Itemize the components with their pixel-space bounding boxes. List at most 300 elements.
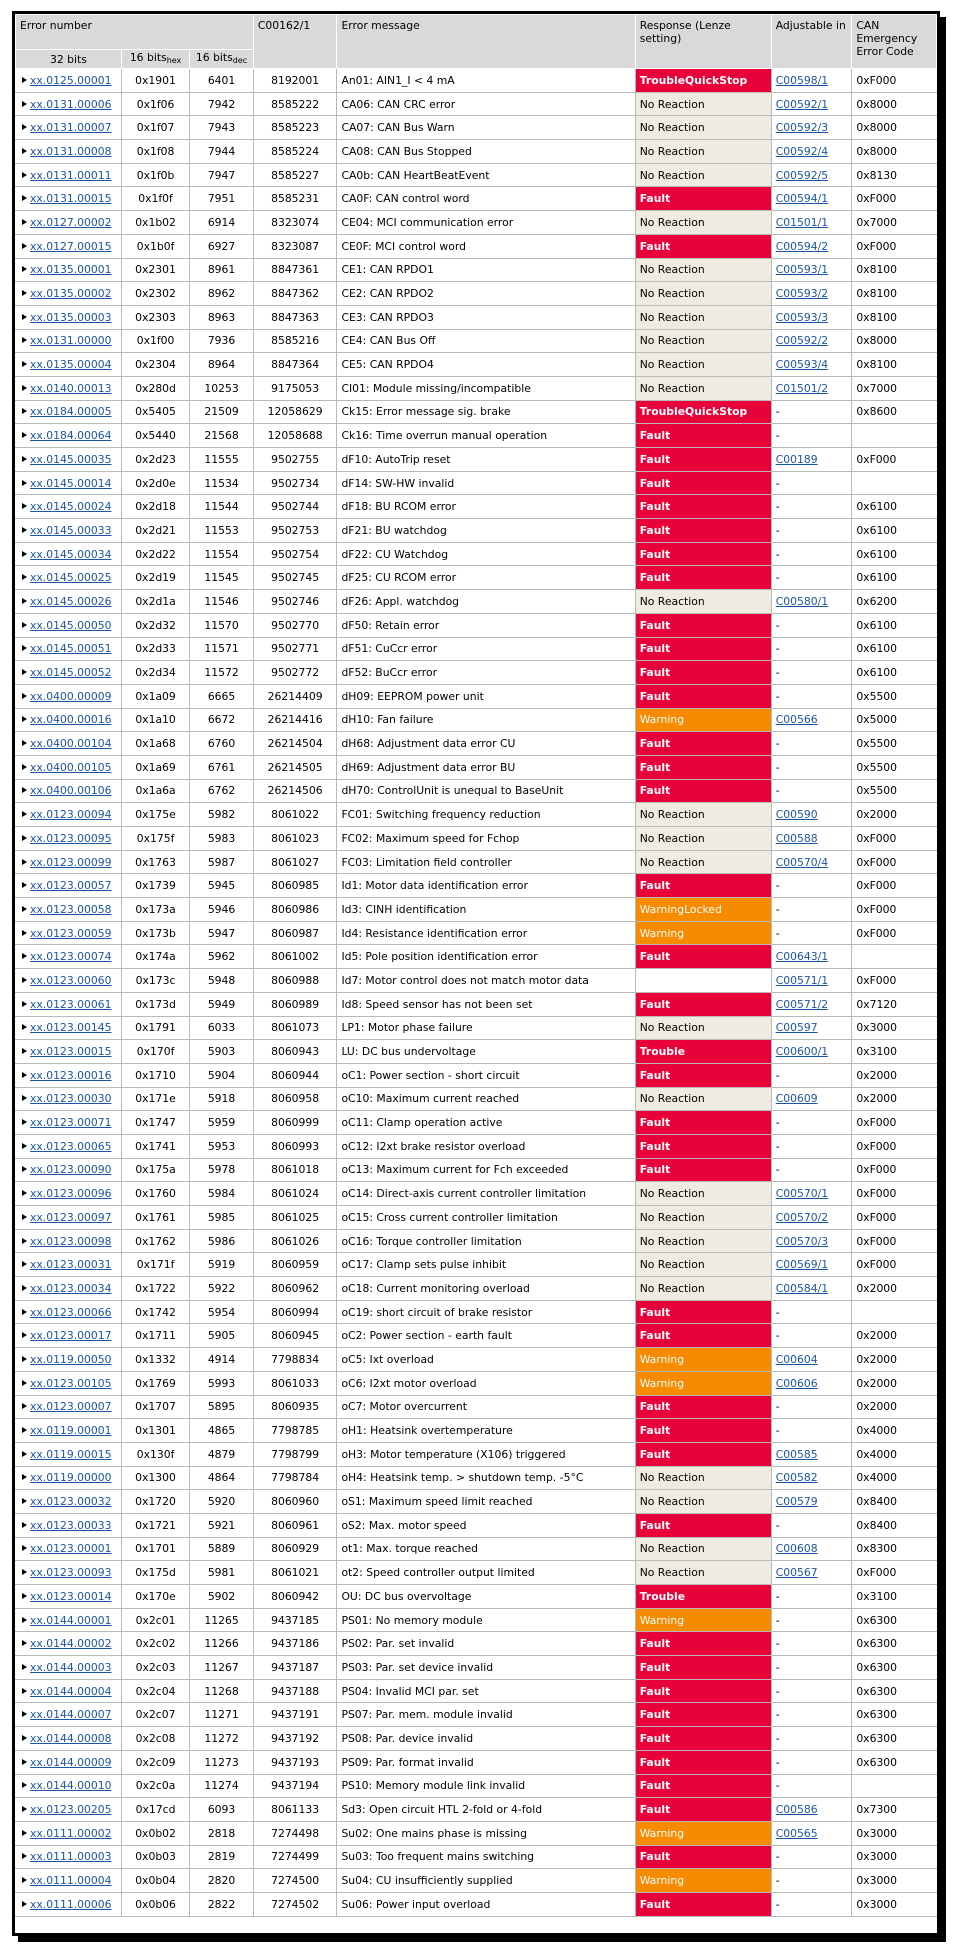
error-code-link[interactable]: xx.0123.00105 xyxy=(30,1376,112,1390)
error-code-link[interactable]: xx.0123.00071 xyxy=(30,1116,112,1130)
adjustable-link[interactable]: C00579 xyxy=(775,1495,818,1509)
response-cell: No Reaction xyxy=(635,163,771,187)
error-code-link[interactable]: xx.0123.00030 xyxy=(30,1092,112,1106)
table-row xyxy=(16,69,937,93)
expand-arrow-icon[interactable] xyxy=(22,1214,27,1220)
expand-arrow-icon[interactable] xyxy=(22,574,27,580)
expand-arrow-icon[interactable] xyxy=(22,148,27,154)
expand-arrow-icon[interactable] xyxy=(22,1569,27,1575)
adjustable-cell xyxy=(771,590,852,614)
expand-arrow-icon[interactable] xyxy=(22,1143,27,1149)
table-row xyxy=(16,1277,937,1301)
hex-cell: 0x1711 xyxy=(121,1324,190,1348)
can-code-cell: 0xF000 xyxy=(852,448,937,472)
error-code-link[interactable]: xx.0145.00024 xyxy=(30,500,112,514)
expand-arrow-icon[interactable] xyxy=(22,622,27,628)
error-code-cell xyxy=(16,187,122,211)
error-code-link[interactable]: xx.0123.00016 xyxy=(30,1068,112,1082)
error-message-cell: OU: DC bus overvoltage xyxy=(337,1585,635,1609)
adjustable-link[interactable]: C00588 xyxy=(775,831,818,845)
adjustable-link[interactable]: C01501/1 xyxy=(775,215,829,229)
adjustable-link[interactable]: C00604 xyxy=(775,1352,818,1366)
error-code-link[interactable]: xx.0135.00002 xyxy=(30,287,112,301)
expand-arrow-icon[interactable] xyxy=(22,1664,27,1670)
expand-arrow-icon[interactable] xyxy=(22,1782,27,1788)
expand-arrow-icon[interactable] xyxy=(22,906,27,912)
dec-cell: 6093 xyxy=(190,1798,254,1822)
error-code-link[interactable]: xx.0400.00104 xyxy=(30,737,112,751)
error-code-link[interactable]: xx.0123.00007 xyxy=(30,1400,112,1414)
error-code-link[interactable]: xx.0123.00033 xyxy=(30,1518,112,1532)
c00162-cell: 9175053 xyxy=(253,376,337,400)
adjustable-cell xyxy=(771,969,852,993)
can-code-cell: 0x5500 xyxy=(852,755,937,779)
expand-arrow-icon[interactable] xyxy=(22,716,27,722)
error-message-cell: Su06: Power input overload xyxy=(337,1892,635,1916)
adjustable-link[interactable]: C00565 xyxy=(775,1826,818,1840)
expand-arrow-icon[interactable] xyxy=(22,1640,27,1646)
error-code-link[interactable]: xx.0144.00007 xyxy=(30,1708,112,1722)
expand-arrow-icon[interactable] xyxy=(22,1356,27,1362)
expand-arrow-icon[interactable] xyxy=(22,172,27,178)
expand-arrow-icon[interactable] xyxy=(22,835,27,841)
table-row xyxy=(16,850,937,874)
error-code-link[interactable]: xx.0123.00065 xyxy=(30,1139,112,1153)
adjustable-header: Adjustable in xyxy=(771,15,852,69)
hex-cell: 0x2303 xyxy=(121,305,190,329)
error-code-link[interactable]: xx.0144.00001 xyxy=(30,1613,112,1627)
response-cell: Fault xyxy=(635,779,771,803)
error-code-link[interactable]: xx.0123.00096 xyxy=(30,1187,112,1201)
c00162-cell: 12058688 xyxy=(253,424,337,448)
error-code-link[interactable]: xx.0123.00060 xyxy=(30,973,112,987)
c00162-cell: 8061002 xyxy=(253,945,337,969)
expand-arrow-icon[interactable] xyxy=(22,385,27,391)
dec-cell: 5895 xyxy=(190,1395,254,1419)
adjustable-link[interactable]: C00585 xyxy=(775,1447,818,1461)
table-row xyxy=(16,211,937,235)
expand-arrow-icon[interactable] xyxy=(22,1024,27,1030)
expand-arrow-icon[interactable] xyxy=(22,953,27,959)
error-code-cell xyxy=(16,1656,122,1680)
response-cell: Fault xyxy=(635,1727,771,1751)
adjustable-link[interactable]: C00600/1 xyxy=(775,1045,829,1059)
error-code-link[interactable]: xx.0184.00005 xyxy=(30,405,112,419)
error-code-link[interactable]: xx.0125.00001 xyxy=(30,73,112,87)
error-code-link[interactable]: xx.0135.00003 xyxy=(30,310,112,324)
expand-arrow-icon[interactable] xyxy=(22,1072,27,1078)
error-code-link[interactable]: xx.0145.00026 xyxy=(30,594,112,608)
table-row xyxy=(16,921,937,945)
expand-arrow-icon[interactable] xyxy=(22,859,27,865)
expand-arrow-icon[interactable] xyxy=(22,1095,27,1101)
expand-arrow-icon[interactable] xyxy=(22,930,27,936)
c00162-cell: 26214505 xyxy=(253,755,337,779)
expand-arrow-icon[interactable] xyxy=(22,811,27,817)
table-row xyxy=(16,353,937,377)
adjustable-link[interactable]: C00189 xyxy=(775,452,818,466)
error-code-link[interactable]: xx.0123.00099 xyxy=(30,855,112,869)
adjustable-link[interactable]: C00643/1 xyxy=(775,950,829,964)
response-cell: Fault xyxy=(635,1513,771,1537)
expand-arrow-icon[interactable] xyxy=(22,551,27,557)
dec-cell: 4865 xyxy=(190,1419,254,1443)
can-code-cell: 0xF000 xyxy=(852,1561,937,1585)
error-code-link[interactable]: xx.0119.00050 xyxy=(30,1352,112,1366)
adjustable-link[interactable]: C00597 xyxy=(775,1021,818,1035)
error-code-link[interactable]: xx.0123.00059 xyxy=(30,926,112,940)
expand-arrow-icon[interactable] xyxy=(22,669,27,675)
expand-arrow-icon[interactable] xyxy=(22,1048,27,1054)
expand-arrow-icon[interactable] xyxy=(22,977,27,983)
expand-arrow-icon[interactable] xyxy=(22,1522,27,1528)
expand-arrow-icon[interactable] xyxy=(22,1261,27,1267)
error-code-link[interactable]: xx.0135.00001 xyxy=(30,263,112,277)
expand-arrow-icon[interactable] xyxy=(22,1119,27,1125)
error-code-link[interactable]: xx.0145.00034 xyxy=(30,547,112,561)
error-code-link[interactable]: xx.0123.00057 xyxy=(30,879,112,893)
error-code-link[interactable]: xx.0145.00014 xyxy=(30,476,112,490)
error-code-link[interactable]: xx.0127.00002 xyxy=(30,215,112,229)
expand-arrow-icon[interactable] xyxy=(22,1806,27,1812)
error-code-link[interactable]: xx.0144.00010 xyxy=(30,1779,112,1793)
error-code-link[interactable]: xx.0144.00008 xyxy=(30,1731,112,1745)
expand-arrow-icon[interactable] xyxy=(22,361,27,367)
error-code-link[interactable]: xx.0127.00015 xyxy=(30,239,112,253)
expand-arrow-icon[interactable] xyxy=(22,1380,27,1386)
can-code-cell: 0xF000 xyxy=(852,1134,937,1158)
expand-arrow-icon[interactable] xyxy=(22,882,27,888)
adjustable-link[interactable]: C00582 xyxy=(775,1471,818,1485)
error-code-link[interactable]: xx.0123.00031 xyxy=(30,1258,112,1272)
expand-arrow-icon[interactable] xyxy=(22,266,27,272)
error-code-link[interactable]: xx.0123.00090 xyxy=(30,1163,112,1177)
table-row xyxy=(16,1466,937,1490)
error-code-link[interactable]: xx.0123.00017 xyxy=(30,1329,112,1343)
adjustable-link[interactable]: C00592/5 xyxy=(775,168,829,182)
error-code-link[interactable]: xx.0123.00001 xyxy=(30,1542,112,1556)
adjustable-link[interactable]: C00570/3 xyxy=(775,1234,829,1248)
error-message-cell: dF52: BuCcr error xyxy=(337,661,635,685)
error-message-cell: oS2: Max. motor speed xyxy=(337,1513,635,1537)
error-message-cell: oC2: Power section - earth fault xyxy=(337,1324,635,1348)
table-row xyxy=(16,92,937,116)
expand-arrow-icon[interactable] xyxy=(22,1853,27,1859)
adjustable-link[interactable]: C00586 xyxy=(775,1803,818,1817)
adjustable-link[interactable]: C00567 xyxy=(775,1566,818,1580)
error-code-link[interactable]: xx.0123.00034 xyxy=(30,1281,112,1295)
adjustable-link[interactable]: C00593/4 xyxy=(775,358,829,372)
error-code-link[interactable]: xx.0111.00006 xyxy=(30,1897,112,1911)
adjustable-cell: - xyxy=(771,1395,852,1419)
error-code-cell xyxy=(16,1774,122,1798)
error-code-cell xyxy=(16,637,122,661)
error-code-link[interactable]: xx.0131.00006 xyxy=(30,97,112,111)
expand-arrow-icon[interactable] xyxy=(22,1309,27,1315)
table-row xyxy=(16,566,937,590)
error-code-link[interactable]: xx.0123.00205 xyxy=(30,1803,112,1817)
error-code-link[interactable]: xx.0145.00052 xyxy=(30,666,112,680)
expand-arrow-icon[interactable] xyxy=(22,290,27,296)
response-cell: No Reaction xyxy=(635,590,771,614)
adjustable-link[interactable]: C00590 xyxy=(775,808,818,822)
error-code-link[interactable]: xx.0400.00105 xyxy=(30,760,112,774)
response-cell: Fault xyxy=(635,471,771,495)
response-cell: Fault xyxy=(635,1632,771,1656)
c00162-cell: 8061133 xyxy=(253,1798,337,1822)
expand-arrow-icon[interactable] xyxy=(22,787,27,793)
adjustable-link[interactable]: C00606 xyxy=(775,1376,818,1390)
response-cell: No Reaction xyxy=(635,140,771,164)
expand-arrow-icon[interactable] xyxy=(22,1498,27,1504)
error-code-link[interactable]: xx.0184.00064 xyxy=(30,429,112,443)
hex-cell: 0x1a68 xyxy=(121,732,190,756)
dec-cell: 2819 xyxy=(190,1845,254,1869)
error-code-link[interactable]: xx.0144.00009 xyxy=(30,1755,112,1769)
error-code-link[interactable]: xx.0400.00106 xyxy=(30,784,112,798)
error-code-link[interactable]: xx.0111.00002 xyxy=(30,1826,112,1840)
error-code-link[interactable]: xx.0144.00003 xyxy=(30,1660,112,1674)
error-code-link[interactable]: xx.0140.00013 xyxy=(30,381,112,395)
error-code-cell xyxy=(16,400,122,424)
expand-arrow-icon[interactable] xyxy=(22,1001,27,1007)
c00162-cell: 8847362 xyxy=(253,282,337,306)
adjustable-link[interactable]: C00569/1 xyxy=(775,1258,829,1272)
can-code-cell: 0xF000 xyxy=(852,69,937,93)
response-cell: Fault xyxy=(635,1750,771,1774)
error-code-link[interactable]: xx.0119.00015 xyxy=(30,1447,112,1461)
error-code-link[interactable]: xx.0123.00058 xyxy=(30,902,112,916)
expand-arrow-icon[interactable] xyxy=(22,314,27,320)
adjustable-link[interactable]: C00570/2 xyxy=(775,1210,829,1224)
adjustable-link[interactable]: C00580/1 xyxy=(775,594,829,608)
expand-arrow-icon[interactable] xyxy=(22,456,27,462)
table-row xyxy=(16,305,937,329)
response-cell: Fault xyxy=(635,1703,771,1727)
adjustable-link[interactable]: C00608 xyxy=(775,1542,818,1556)
error-code-link[interactable]: xx.0123.00014 xyxy=(30,1589,112,1603)
error-code-link[interactable]: xx.0119.00001 xyxy=(30,1424,112,1438)
adjustable-link[interactable]: C00571/2 xyxy=(775,997,829,1011)
table-row xyxy=(16,1111,937,1135)
expand-arrow-icon[interactable] xyxy=(22,1166,27,1172)
adjustable-cell: - xyxy=(771,1608,852,1632)
dec-cell: 5987 xyxy=(190,850,254,874)
table-row xyxy=(16,1892,937,1916)
adjustable-link[interactable]: C00592/4 xyxy=(775,144,829,158)
adjustable-cell: - xyxy=(771,1419,852,1443)
error-code-link[interactable]: xx.0145.00025 xyxy=(30,571,112,585)
expand-arrow-icon[interactable] xyxy=(22,598,27,604)
error-code-link[interactable]: xx.0123.00032 xyxy=(30,1495,112,1509)
response-cell: Fault xyxy=(635,1158,771,1182)
response-cell: Fault xyxy=(635,755,771,779)
expand-arrow-icon[interactable] xyxy=(22,432,27,438)
error-code-link[interactable]: xx.0131.00011 xyxy=(30,168,112,182)
error-code-link[interactable]: xx.0123.00015 xyxy=(30,1045,112,1059)
expand-arrow-icon[interactable] xyxy=(22,1427,27,1433)
expand-arrow-icon[interactable] xyxy=(22,408,27,414)
adjustable-link[interactable]: C00593/3 xyxy=(775,310,829,324)
expand-arrow-icon[interactable] xyxy=(22,124,27,130)
response-cell: No Reaction xyxy=(635,1561,771,1585)
adjustable-link[interactable]: C00592/1 xyxy=(775,97,829,111)
hex-cell: 0x2d33 xyxy=(121,637,190,661)
expand-arrow-icon[interactable] xyxy=(22,337,27,343)
error-code-link[interactable]: xx.0145.00051 xyxy=(30,642,112,656)
expand-arrow-icon[interactable] xyxy=(22,1711,27,1717)
adjustable-link[interactable]: C00609 xyxy=(775,1092,818,1106)
error-code-link[interactable]: xx.0119.00000 xyxy=(30,1471,112,1485)
error-code-link[interactable]: xx.0123.00098 xyxy=(30,1234,112,1248)
response-cell: Warning xyxy=(635,1348,771,1372)
response-cell: Fault xyxy=(635,992,771,1016)
error-code-cell xyxy=(16,1395,122,1419)
adjustable-link[interactable]: C00592/2 xyxy=(775,334,829,348)
error-code-link[interactable]: xx.0123.00145 xyxy=(30,1021,112,1035)
c00162-cell: 8060999 xyxy=(253,1111,337,1135)
expand-arrow-icon[interactable] xyxy=(22,1877,27,1883)
hex-cell: 0x1760 xyxy=(121,1182,190,1206)
expand-arrow-icon[interactable] xyxy=(22,243,27,249)
error-code-cell xyxy=(16,590,122,614)
hex-cell: 0x170e xyxy=(121,1585,190,1609)
expand-arrow-icon[interactable] xyxy=(22,1759,27,1765)
error-code-link[interactable]: xx.0111.00003 xyxy=(30,1850,112,1864)
table-row xyxy=(16,1442,937,1466)
expand-arrow-icon[interactable] xyxy=(22,740,27,746)
error-code-link[interactable]: xx.0131.00015 xyxy=(30,192,112,206)
expand-arrow-icon[interactable] xyxy=(22,645,27,651)
response-cell: No Reaction xyxy=(635,92,771,116)
adjustable-link[interactable]: C00594/2 xyxy=(775,239,829,253)
expand-arrow-icon[interactable] xyxy=(22,1285,27,1291)
dec-cell: 5918 xyxy=(190,1087,254,1111)
error-message-cell: LU: DC bus undervoltage xyxy=(337,1040,635,1064)
c00162-header: C00162/1 xyxy=(253,15,337,69)
expand-arrow-icon[interactable] xyxy=(22,1545,27,1551)
error-code-link[interactable]: xx.0111.00004 xyxy=(30,1874,112,1888)
table-row xyxy=(16,282,937,306)
dec-cell: 7951 xyxy=(190,187,254,211)
error-code-link[interactable]: xx.0145.00050 xyxy=(30,618,112,632)
expand-arrow-icon[interactable] xyxy=(22,219,27,225)
expand-arrow-icon[interactable] xyxy=(22,77,27,83)
expand-arrow-icon[interactable] xyxy=(22,1593,27,1599)
adjustable-cell xyxy=(771,803,852,827)
error-code-link[interactable]: xx.0144.00002 xyxy=(30,1637,112,1651)
can-code-cell: 0x2000 xyxy=(852,1087,937,1111)
adjustable-link[interactable]: C01501/2 xyxy=(775,381,829,395)
table-row xyxy=(16,1206,937,1230)
error-code-link[interactable]: xx.0145.00035 xyxy=(30,452,112,466)
adjustable-link[interactable]: C00571/1 xyxy=(775,973,829,987)
adjustable-link[interactable]: C00594/1 xyxy=(775,192,829,206)
table-row xyxy=(16,732,937,756)
error-code-link[interactable]: xx.0400.00016 xyxy=(30,713,112,727)
adjustable-link[interactable]: C00593/2 xyxy=(775,287,829,301)
expand-arrow-icon[interactable] xyxy=(22,527,27,533)
expand-arrow-icon[interactable] xyxy=(22,1332,27,1338)
error-code-cell xyxy=(16,1561,122,1585)
error-code-link[interactable]: xx.0123.00095 xyxy=(30,831,112,845)
expand-arrow-icon[interactable] xyxy=(22,1735,27,1741)
adjustable-link[interactable]: C00592/3 xyxy=(775,121,829,135)
expand-arrow-icon[interactable] xyxy=(22,1688,27,1694)
expand-arrow-icon[interactable] xyxy=(22,503,27,509)
expand-arrow-icon[interactable] xyxy=(22,1901,27,1907)
response-cell: Fault xyxy=(635,519,771,543)
table-row xyxy=(16,187,937,211)
error-code-link[interactable]: xx.0123.00094 xyxy=(30,808,112,822)
error-code-link[interactable]: xx.0123.00061 xyxy=(30,997,112,1011)
error-code-link[interactable]: xx.0144.00004 xyxy=(30,1684,112,1698)
error-code-cell xyxy=(16,1845,122,1869)
error-code-cell xyxy=(16,1277,122,1301)
error-code-cell xyxy=(16,1892,122,1916)
can-code-cell: 0x7000 xyxy=(852,211,937,235)
error-code-link[interactable]: xx.0131.00008 xyxy=(30,144,112,158)
adjustable-cell: - xyxy=(771,1727,852,1751)
adjustable-link[interactable]: C00584/1 xyxy=(775,1281,829,1295)
table-row xyxy=(16,163,937,187)
hex-cell: 0x1301 xyxy=(121,1419,190,1443)
expand-arrow-icon[interactable] xyxy=(22,1830,27,1836)
expand-arrow-icon[interactable] xyxy=(22,1617,27,1623)
error-code-link[interactable]: xx.0135.00004 xyxy=(30,358,112,372)
expand-arrow-icon[interactable] xyxy=(22,693,27,699)
expand-arrow-icon[interactable] xyxy=(22,1451,27,1457)
error-code-cell xyxy=(16,282,122,306)
error-code-link[interactable]: xx.0131.00007 xyxy=(30,121,112,135)
c00162-cell: 8060986 xyxy=(253,898,337,922)
expand-arrow-icon[interactable] xyxy=(22,101,27,107)
hex-cell: 0x17cd xyxy=(121,1798,190,1822)
adjustable-link[interactable]: C00598/1 xyxy=(775,73,829,87)
expand-arrow-icon[interactable] xyxy=(22,1403,27,1409)
adjustable-link[interactable]: C00566 xyxy=(775,713,818,727)
hex-cell: 0x1a69 xyxy=(121,755,190,779)
error-code-link[interactable]: xx.0145.00033 xyxy=(30,523,112,537)
adjustable-cell xyxy=(771,1348,852,1372)
error-code-link[interactable]: xx.0123.00074 xyxy=(30,950,112,964)
expand-arrow-icon[interactable] xyxy=(22,1238,27,1244)
expand-arrow-icon[interactable] xyxy=(22,764,27,770)
error-code-link[interactable]: xx.0123.00066 xyxy=(30,1305,112,1319)
error-code-link[interactable]: xx.0131.00000 xyxy=(30,334,112,348)
can-code-cell: 0xF000 xyxy=(852,850,937,874)
adjustable-link[interactable]: C00570/4 xyxy=(775,855,829,869)
expand-arrow-icon[interactable] xyxy=(22,1190,27,1196)
error-code-link[interactable]: xx.0400.00009 xyxy=(30,689,112,703)
expand-arrow-icon[interactable] xyxy=(22,480,27,486)
can-code-cell: 0x2000 xyxy=(852,1395,937,1419)
dec-cell: 11534 xyxy=(190,471,254,495)
can-code-cell: 0x8130 xyxy=(852,163,937,187)
expand-arrow-icon[interactable] xyxy=(22,195,27,201)
table-row xyxy=(16,1016,937,1040)
error-message-cell: Su02: One mains phase is missing xyxy=(337,1821,635,1845)
adjustable-link[interactable]: C00593/1 xyxy=(775,263,829,277)
expand-arrow-icon[interactable] xyxy=(22,1474,27,1480)
c00162-cell: 26214409 xyxy=(253,684,337,708)
response-cell: Fault xyxy=(635,1892,771,1916)
error-code-link[interactable]: xx.0123.00097 xyxy=(30,1210,112,1224)
c00162-cell: 8847363 xyxy=(253,305,337,329)
adjustable-link[interactable]: C00570/1 xyxy=(775,1187,829,1201)
error-code-link[interactable]: xx.0123.00093 xyxy=(30,1566,112,1580)
response-cell: TroubleQuickStop xyxy=(635,400,771,424)
